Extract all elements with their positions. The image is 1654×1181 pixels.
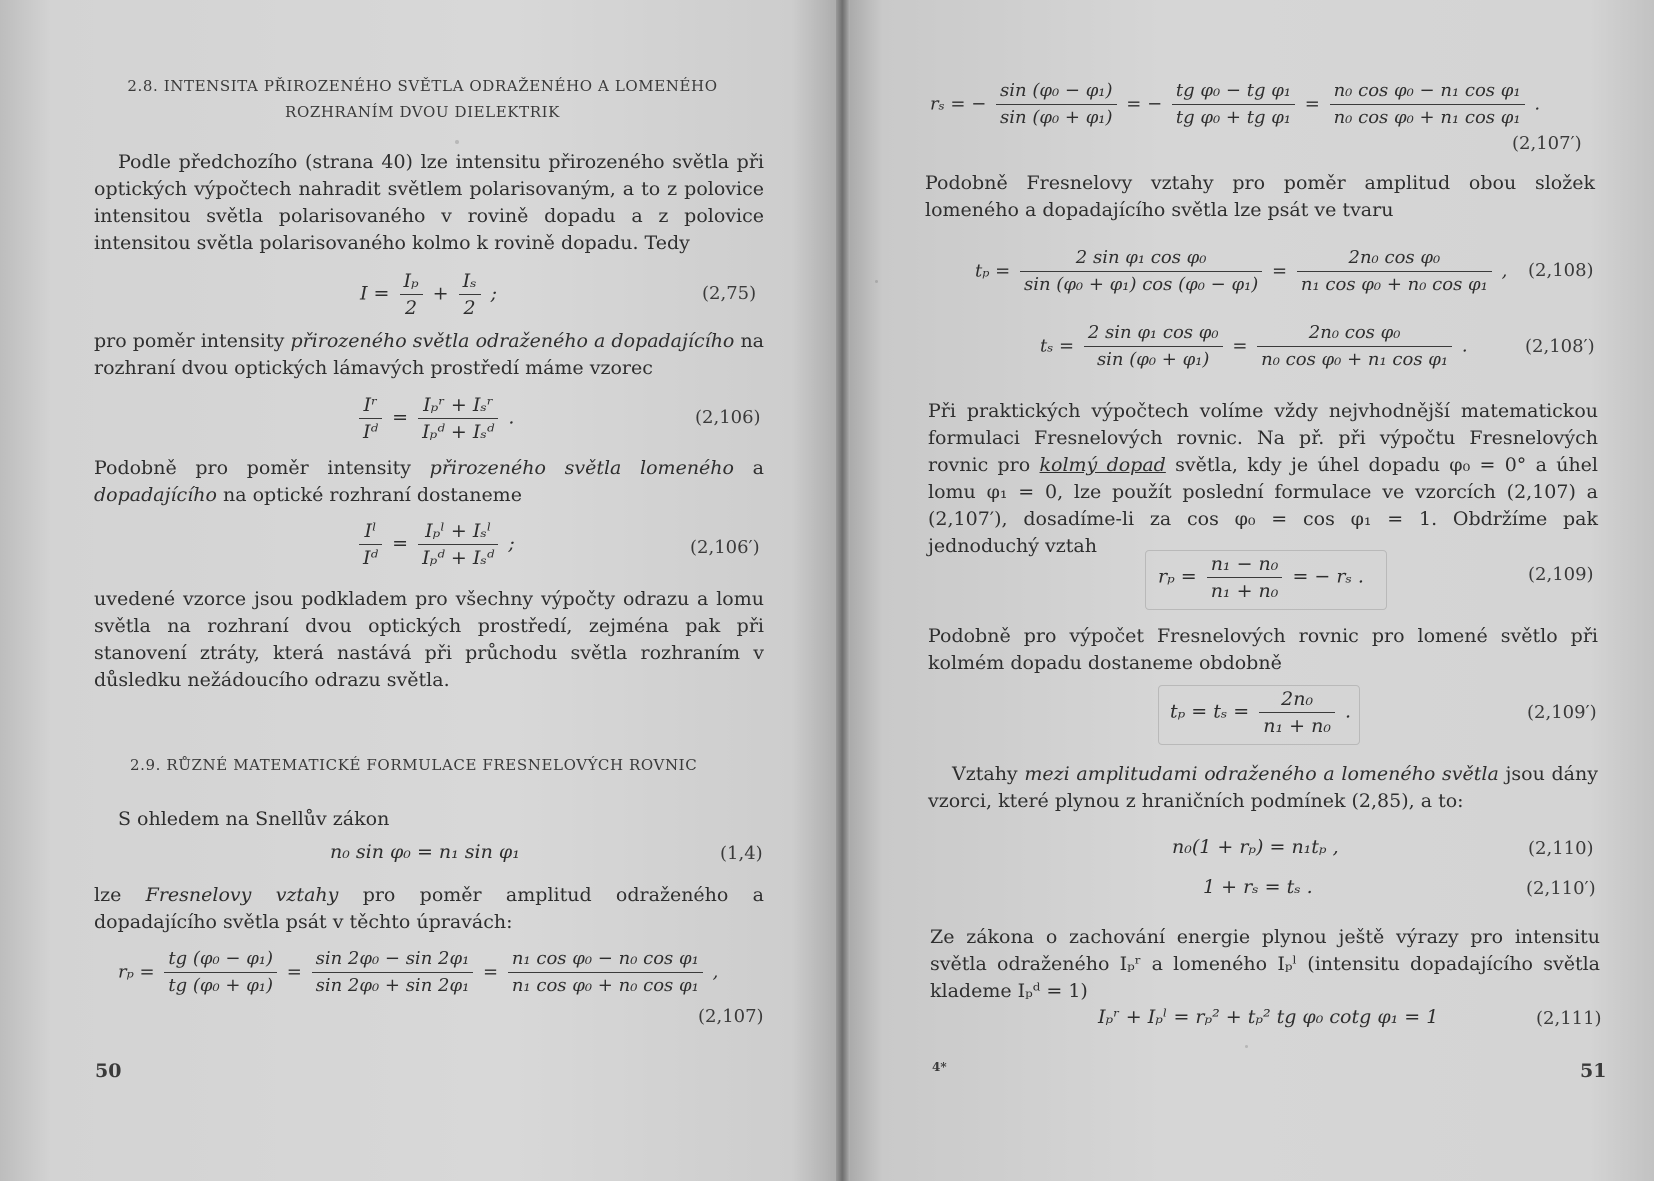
eq-2-107p-frac3 [1330, 78, 1525, 131]
right-paragraph-2-a: Při praktických výpočtech volíme vždy nejvhodnější matematickou formulaci Fresnelových rovnic. Na př. při výpočtu Fresnelových rovnic pro [928, 400, 1598, 476]
eq-2-109p-frac [1259, 686, 1335, 739]
left-paragraph-3-emphasis-2: dopadajícího [94, 484, 217, 506]
left-paragraph-1 [94, 149, 764, 257]
eq-2-106-lhs-den: Iᵈ [363, 421, 379, 443]
left-paragraph-3 [94, 455, 764, 509]
eq-2-108-f1-den: sin (φ₀ + φ₁) cos (φ₀ − φ₁) [1023, 274, 1259, 295]
eq-2-107p-frac1 [996, 78, 1117, 131]
left-paragraph-2-emphasis: přirozeného světla odraženého a dopadajícího [290, 330, 735, 352]
equation-2-110-prime: 1 + rₛ = tₛ . [1203, 876, 1313, 898]
eq-2-107-f2-den: sin 2φ₀ + sin 2φ₁ [315, 975, 470, 996]
eq-2-107p-f3-den: n₀ cos φ₀ + n₁ cos φ₁ [1333, 107, 1521, 128]
eq-2-108-f1-num: 2 sin φ₁ cos φ₀ [1020, 245, 1262, 272]
eq-2-108p-f1-den: sin (φ₀ + φ₁) [1096, 349, 1210, 370]
eq-2-109p-lhs: tₚ = tₛ = [1170, 700, 1250, 723]
eq-number-2-108-prime: (2,108′) [1525, 336, 1595, 357]
eq-2-109-rhs: = − rₛ . [1292, 565, 1364, 588]
right-paragraph-4-post: jsou dány vzorci, které plynou z hraničních podmínek (2,85), a to: [928, 763, 1598, 812]
equation-2-110: n₀(1 + rₚ) = n₁tₚ , [1172, 836, 1339, 858]
scan-speck [1245, 1045, 1248, 1048]
eq-2-107p-f3-num: n₀ cos φ₀ − n₁ cos φ₁ [1330, 78, 1525, 105]
eq-2-107p-lhs: rₛ = − [930, 93, 987, 115]
book-spine [836, 0, 850, 1181]
left-paragraph-3-post: na optické rozhraní dostaneme [223, 484, 522, 506]
equation-2-107 [118, 946, 718, 999]
eq-2-108-eq: = [1272, 260, 1288, 282]
eq-2-108p-frac1 [1084, 320, 1223, 373]
section-2-8-title [110, 73, 735, 125]
eq-2-106-rhs-frac [418, 392, 498, 445]
right-paragraph-3-text: Podobně pro výpočet Fresnelových rovnic pro lomené světlo při kolmém dopadu dostaneme obdobně [928, 625, 1598, 674]
eq-2-108p-lhs: tₛ = [1040, 335, 1075, 357]
equation-2-106 [355, 392, 514, 445]
eq-2-108-f2-den: n₁ cos φ₀ + n₀ cos φ₁ [1300, 274, 1488, 295]
eq-2-108-end: , [1501, 260, 1508, 282]
eq-2-75-plus: + [432, 282, 449, 305]
left-paragraph-3-emphasis-1: přirozeného světla lomeného [429, 457, 734, 479]
eq-2-106-rhs-den: Iₚᵈ + Iₛᵈ [422, 421, 495, 443]
left-page-number: 50 [95, 1060, 122, 1082]
eq-2-109-lhs: rₚ = [1158, 565, 1197, 588]
eq-2-107-lhs: rₚ = [118, 961, 155, 983]
eq-2-107-frac1 [164, 946, 277, 999]
eq-2-107p-f1-num: sin (φ₀ − φ₁) [996, 78, 1117, 105]
eq-2-75-end: ; [490, 282, 498, 305]
eq-2-106p-rhs-num: Iₚˡ + Iₛˡ [418, 518, 498, 545]
eq-2-75-num1: Iₚ [400, 268, 423, 295]
eq-number-2-109: (2,109) [1528, 564, 1594, 585]
left-paragraph-5 [94, 806, 764, 833]
left-paragraph-2-pre: pro poměr intensity [94, 330, 285, 352]
eq-2-107p-end: . [1534, 93, 1541, 115]
eq-number-1-4: (1,4) [720, 843, 763, 864]
left-paragraph-6-emphasis: Fresnelovy vztahy [145, 884, 339, 906]
right-paragraph-4-pre: Vztahy [952, 763, 1018, 785]
left-paragraph-6-pre: lze [94, 884, 122, 906]
eq-2-107-f1-num: tg (φ₀ − φ₁) [164, 946, 277, 973]
eq-2-75-den2: 2 [463, 297, 476, 319]
eq-2-109-den: n₁ + n₀ [1210, 580, 1279, 602]
eq-2-107p-f2-den: tg φ₀ + tg φ₁ [1175, 107, 1292, 128]
eq-2-106p-end: ; [508, 532, 515, 555]
right-paragraph-1-text: Podobně Fresnelovy vztahy pro poměr amplitud obou složek lomeného a dopadajícího světla lze psát ve tvaru [925, 172, 1595, 221]
eq-2-107p-frac2 [1172, 78, 1295, 131]
eq-2-108-lhs: tₚ = [975, 260, 1011, 282]
left-paragraph-6-post: pro poměr amplitud odraženého a dopadajícího světla psát v těchto úpravách: [94, 884, 764, 933]
eq-number-2-109-prime: (2,109′) [1527, 702, 1597, 723]
right-paragraph-5 [930, 924, 1600, 1005]
right-paragraph-2 [928, 398, 1598, 560]
eq-2-107-eq2: = [483, 961, 499, 983]
eq-2-109p-end: . [1345, 700, 1352, 723]
eq-2-107-end: , [712, 961, 719, 983]
eq-2-108p-f1-num: 2 sin φ₁ cos φ₀ [1084, 320, 1223, 347]
eq-2-109p-num: 2n₀ [1259, 686, 1335, 713]
left-paragraph-3-pre: Podobně pro poměr intensity [94, 457, 411, 479]
equation-2-106-prime [355, 518, 515, 571]
eq-2-106-lhs-frac [359, 392, 382, 445]
right-paragraph-5-text: Ze zákona o zachování energie plynou ještě výrazy pro intensitu světla odraženého Iₚʳ a lomeného Iₚˡ (intensitu dopadajícího světla klademe Iₚᵈ = 1) [930, 926, 1600, 1002]
equation-2-75 [360, 268, 497, 321]
eq-2-106p-rhs-den: Iₚᵈ + Iₛᵈ [422, 547, 495, 569]
eq-2-109-frac [1207, 551, 1283, 604]
eq-2-107p-eq2: = [1304, 93, 1320, 115]
right-paragraph-4-emphasis: mezi amplitudami odraženého a lomeného světla [1024, 763, 1499, 785]
scan-speck [875, 280, 878, 283]
eq-2-107-eq1: = [286, 961, 302, 983]
scan-speck [455, 140, 459, 144]
right-paragraph-3 [928, 623, 1598, 677]
eq-number-2-111: (2,111) [1536, 1008, 1602, 1029]
eq-2-106-rhs-num: Iₚʳ + Iₛʳ [418, 392, 498, 419]
eq-2-108-frac1 [1020, 245, 1262, 298]
equation-2-111: Iₚʳ + Iₚˡ = rₚ² + tₚ² tg φ₀ cotg φ₁ = 1 [1098, 1006, 1439, 1028]
eq-2-106-end: . [508, 406, 515, 429]
eq-number-2-110-prime: (2,110′) [1526, 878, 1596, 899]
eq-2-108-f2-num: 2n₀ cos φ₀ [1297, 245, 1492, 272]
eq-2-106p-lhs-frac [359, 518, 382, 571]
eq-2-106-lhs-num: Iʳ [359, 392, 382, 419]
eq-2-106-eq: = [392, 406, 409, 429]
eq-2-106p-rhs-frac [418, 518, 498, 571]
left-paragraph-3-mid: a [752, 457, 764, 479]
eq-number-2-106-prime: (2,106′) [690, 537, 760, 558]
right-page-number: 51 [1580, 1060, 1607, 1082]
equation-2-108-prime [1040, 320, 1468, 373]
eq-2-107-f2-num: sin 2φ₀ − sin 2φ₁ [312, 946, 474, 973]
left-paragraph-2 [94, 328, 764, 382]
eq-2-107-f3-num: n₁ cos φ₀ − n₀ cos φ₁ [508, 946, 703, 973]
eq-2-108p-f2-num: 2n₀ cos φ₀ [1257, 320, 1452, 347]
section-2-9-title: 2.9. RŮZNÉ MATEMATICKÉ FORMULACE FRESNELOVÝCH ROVNIC [130, 756, 698, 774]
right-paragraph-4 [928, 761, 1598, 815]
eq-2-107-f3-den: n₁ cos φ₀ + n₀ cos φ₁ [511, 975, 699, 996]
eq-2-107-frac2 [312, 946, 474, 999]
left-paragraph-2-post: na rozhraní dvou optických lámavých prostředí máme vzorec [94, 330, 765, 379]
eq-number-2-108: (2,108) [1528, 260, 1594, 281]
equation-2-109 [1158, 551, 1364, 604]
eq-2-109-num: n₁ − n₀ [1207, 551, 1283, 578]
eq-2-108-frac2 [1297, 245, 1492, 298]
eq-2-75-lhs: I = [360, 282, 390, 305]
right-paragraph-2-b: světla, kdy je úhel dopadu φ₀ = 0° a úhel lomu φ₁ = 0, lze použít poslední formulace ve vzorcích (2,107) a (2,107′), dosadíme-li za cos φ₀ = cos φ₁ = 1. Obdržíme pak jednoduchý vztah [928, 454, 1599, 557]
eq-2-109p-den: n₁ + n₀ [1263, 715, 1331, 737]
eq-number-2-107-prime: (2,107′) [1512, 133, 1582, 154]
equation-2-107-prime [930, 78, 1540, 131]
eq-2-107-f1-den: tg (φ₀ + φ₁) [168, 975, 274, 996]
left-paragraph-1-text: Podle předchozího (strana 40) lze intensitu přirozeného světla při optických výpočtech nahradit světlem polarisovaným, a to z polovice intensitou světla polarisovaného v rovině dopadu a z polovice intensitou světla polarisovaného kolmo k rovině dopadu. Tedy [94, 151, 764, 254]
eq-2-108p-end: . [1461, 335, 1468, 357]
right-paragraph-2-emphasis: kolmý dopad [1039, 454, 1166, 476]
eq-2-106p-eq: = [392, 532, 409, 555]
footer-signature-mark: 4* [932, 1060, 947, 1074]
eq-2-75-frac1 [400, 268, 423, 321]
equation-1-4: n₀ sin φ₀ = n₁ sin φ₁ [330, 841, 520, 863]
left-paragraph-4 [94, 586, 764, 694]
eq-2-108p-eq: = [1232, 335, 1248, 357]
eq-2-107p-eq1: = − [1126, 93, 1163, 115]
eq-2-107-frac3 [508, 946, 703, 999]
equation-2-108 [975, 245, 1507, 298]
eq-number-2-75: (2,75) [702, 283, 757, 304]
left-paragraph-5-text: S ohledem na Snellův zákon [118, 808, 390, 830]
eq-2-108p-f2-den: n₀ cos φ₀ + n₁ cos φ₁ [1261, 349, 1449, 370]
eq-2-106p-lhs-den: Iᵈ [363, 547, 379, 569]
eq-2-107p-f2-num: tg φ₀ − tg φ₁ [1172, 78, 1295, 105]
section-2-8-title-line1: 2.8. INTENSITA PŘIROZENÉHO SVĚTLA ODRAŽENÉHO A LOMENÉHO [127, 77, 718, 95]
left-paragraph-6 [94, 882, 764, 936]
eq-2-75-num2: Iₛ [459, 268, 481, 295]
eq-2-75-den1: 2 [405, 297, 418, 319]
section-2-8-title-line2: ROZHRANÍM DVOU DIELEKTRIK [285, 103, 560, 121]
eq-2-106p-lhs-num: Iˡ [359, 518, 382, 545]
eq-2-75-frac2 [459, 268, 481, 321]
right-paragraph-1 [925, 170, 1595, 224]
equation-2-109-prime [1170, 686, 1351, 739]
eq-number-2-106: (2,106) [695, 407, 761, 428]
left-paragraph-4-text: uvedené vzorce jsou podkladem pro všechny výpočty odrazu a lomu světla na rozhraní dvou optických prostředí, zejména pak při stanovení ztráty, která nastává při průchodu světla rozhraním v důsledku nežádoucího odrazu světla. [94, 588, 764, 691]
eq-2-108p-frac2 [1257, 320, 1452, 373]
eq-number-2-110: (2,110) [1528, 838, 1594, 859]
eq-number-2-107: (2,107) [698, 1006, 764, 1027]
eq-2-107p-f1-den: sin (φ₀ + φ₁) [1000, 107, 1113, 128]
